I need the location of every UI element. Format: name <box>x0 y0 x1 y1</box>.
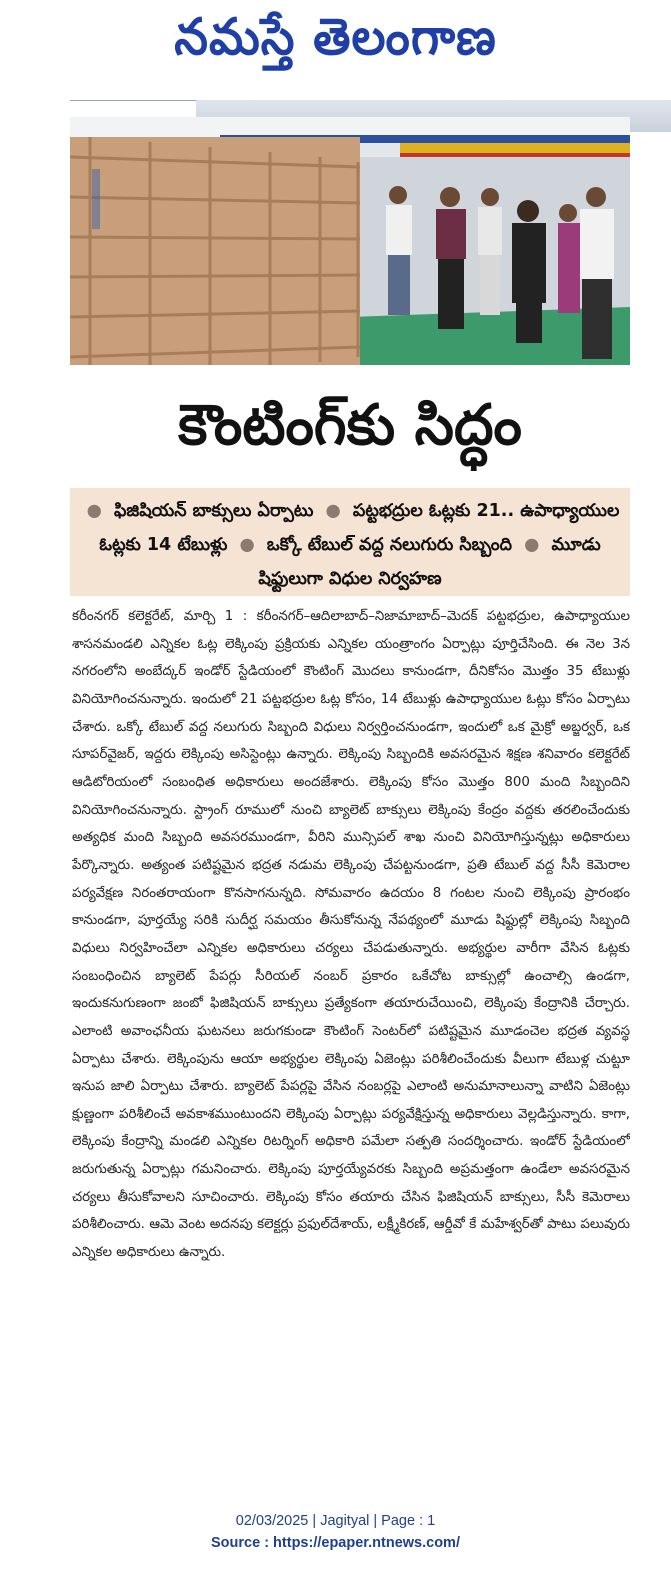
highlights-box <box>70 488 630 596</box>
article-photo <box>70 117 630 365</box>
bullet-icon: ● <box>325 501 341 521</box>
highlight-item: పట్టభద్రుల ఓట్లకు 21.. ఉపాధ్యాయుల ఓట్లకు 14 టేబుళ్లు <box>99 501 620 555</box>
photo-illustration <box>70 117 630 365</box>
masthead <box>0 0 671 78</box>
bullet-icon: ● <box>239 535 255 555</box>
headline: కౌంటింగ్‌కు సిద్ధం <box>178 393 522 458</box>
bullet-icon: ● <box>524 535 540 555</box>
highlight-item: ఫిజిషియన్ బాక్సులు ఏర్పాటు <box>113 501 314 521</box>
highlight-item: మూడు షిఫ్టులుగా విధుల నిర్వహణ <box>258 535 601 589</box>
article-body: కరీంనగర్ కలెక్టరేట్, మార్చి 1 : కరీంనగర్–ఆదిలాబాద్–నిజామాబాద్–మెదక్ పట్టభద్రుల, ఉపాధ్యాయుల శాసనమండలి ఎన్నికల ఓట్ల లెక్కింపు ప్రక్రియకు ఎన్నికల యంత్రాంగం ఏర్పాట్లు పూర్తిచేసింది. ఈ నెల 3న నగరంలోని అంబేద్కర్ ఇండోర్ స్టేడియంలో కౌంటింగ్ మొదలు కానుండగా, దీనికోసం మొత్తం 35 టేబుళ్లు వినియోగించనున్నారు. ఇందులో 21 పట్టభద్రుల ఓట్ల కోసం, 14 టేబుళ్లు ఉపాధ్యాయుల ఓట్లు కోసం ఏర్పాటు చేశారు. ఒక్కో టేబుల్ వద్ద నలుగురు సిబ్బంది విధులు నిర్వర్తించనుండగా, ఇందులో ఒక మైక్రో అబ్జర్వర్, ఒక సూపర్‌వైజర్, ఇద్దరు లెక్కింపు అసిస్టెంట్లు ఉన్నారు. లెక్కింపు సిబ్బందికి అవసరమైన శిక్షణ శనివారం కలెక్టరేట్ ఆడిటోరియంలో సంబంధిత అధికారులు అందజేశారు. లెక్కింపు కోసం మొత్తం 800 మంది సిబ్బందిని వినియోగించనున్నారు. స్ట్రాంగ్ రూములో నుంచి బ్యాలెట్ బాక్సులు లెక్కింపు కేంద్రం వద్దకు తరలించేందుకు అత్యధిక మంది సిబ్బంది అవసరముండగా, వీరిని మున్సిపల్ శాఖ నుంచి వినియోగిస్తున్నట్లు అధికారులు పేర్కొన్నారు. అత్యంత పటిష్టమైన భద్రత నడుమ లెక్కింపు చేపట్టనుండగా, ప్రతి టేబుల్ వద్ద సీసీ కెమెరాల పర్యవేక్షణ నిరంతరాయంగా కొనసాగనున్నది. సోమవారం ఉదయం 8 గంటల నుంచి లెక్కింపు ప్రారంభం కానుండగా, పూర్తయ్యే సరికి సుదీర్ఘ సమయం తీసుకోనున్న నేపథ్యంలో మూడు షిఫ్టుల్లో లెక్కింపు సిబ్బంది విధులు నిర్వహించేలా ఎన్నికల అధికారులు చర్యలు చేపడుతున్నారు. అభ్యర్థుల వారీగా వేసిన ఓట్లకు సంబంధించిన బ్యాలెట్ పేపర్లు సీరియల్ నంబర్ ప్రకారం ఒకేచోట బాక్సుల్లో ఉంచాల్సి ఉండగా, ఇందుకనుగుణంగా జంబో ఫిజిషియన్ బాక్సులు ప్రత్యేకంగా తయారుచేయించి, లెక్కింపు కేంద్రానికి చేర్చారు. ఎలాంటి అవాంఛనీయ ఘటనలు జరుగకుండా కౌంటింగ్ సెంటర్‌లో పటిష్టమైన మూడంచెల భద్రత వ్యవస్థ ఏర్పాటు చేశారు. లెక్కింపును ఆయా అభ్యర్థుల లెక్కింపు ఏజెంట్లు పరిశీలించేందుకు వీలుగా టేబుళ్ల చుట్టూ ఇనుప జాలి ఏర్పాటు చేశారు. బ్యాలెట్ పేపర్లపై వేసిన నంబర్లపై ఎలాంటి అనుమానాలున్నా వాటిని ఏజెంట్లు క్షుణ్ణంగా పరిశీలించే అవకాశముంటుందని లెక్కింపు ఏర్పాట్లు పర్యవేక్షిస్తున్న అధికారులు వెల్లడిస్తున్నారు. కాగా, లెక్కింపు కేంద్రాన్ని మండలి ఎన్నికల రిటర్నింగ్ అధికారి పమేలా సత్పతి సందర్శించారు. ఇండోర్ స్టేడియంలో జరుగుతున్న ఏర్పాట్లు గమనించారు. లెక్కింపు పూర్తయ్యేవరకు సిబ్బంది అప్రమత్తంగా ఉండేలా అవసరమైన చర్యలు తీసుకోవాలని సూచించారు. లెక్కింపు కోసం తయారు చేసిన ఫిజిషియన్ బాక్సులు, సీసీ కెమెరాలు పరిశీలించారు. ఆమె వెంట అదనపు కలెక్టర్లు ప్రఫుల్‌దేశాయ్, లక్ష్మీకిరణ్, ఆర్డీవో కే మహేశ్వర్‌తో పాటు పలువురు ఎన్నికల అధికారులు ఉన్నారు. <box>72 609 630 1261</box>
edition-line: 02/03/2025 | Jagityal | Page : 1 <box>235 1513 436 1529</box>
bullet-icon: ● <box>86 501 102 521</box>
page-footer <box>0 1510 671 1554</box>
newspaper-logo: నమస్తే తెలంగాణ <box>174 7 497 67</box>
top-rule <box>70 100 196 101</box>
highlight-item: ఒక్కో టేబుల్ వద్ద నలుగురు సిబ్బంది <box>266 535 513 555</box>
source-line: Source : https://epaper.ntnews.com/ <box>211 1535 460 1551</box>
